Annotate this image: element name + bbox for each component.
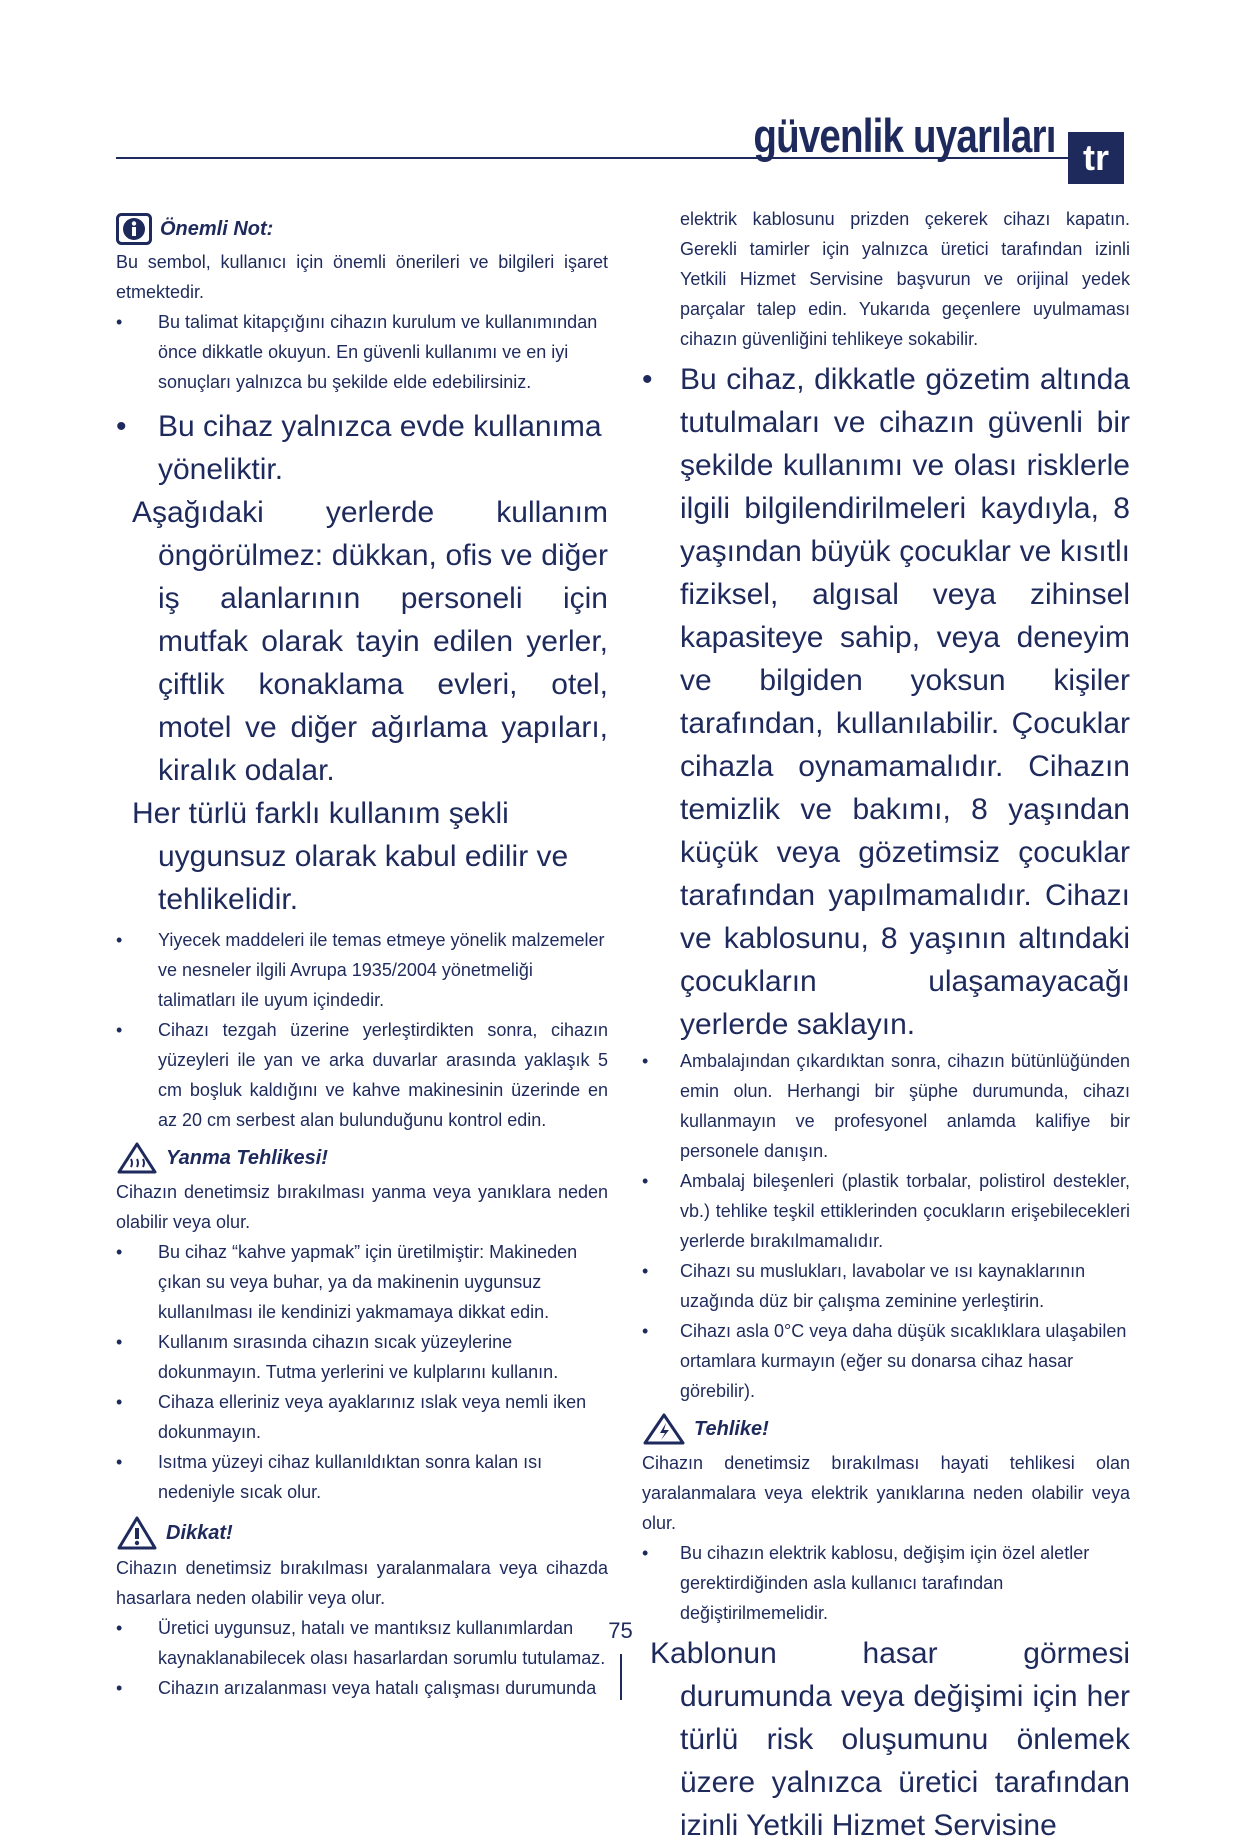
big-bullet-home-use: • Bu cihaz yalnızca evde kullanıma yöneliktir. xyxy=(116,405,608,491)
list-item: • Cihazı tezgah üzerine yerleştirdikten sonra, cihazın yüzeyleri ile yan ve arka duvarlar arasında yaklaşık 5 cm boşluk kaldığını ve kahve makinesinin üzerinde en az 20 cm serbest alan bulunduğunu kontrol edin. xyxy=(116,1015,608,1135)
big-paragraph-cable: Kablonun hasar görmesi durumunda veya değişimi için her türlü risk oluşumunu önlemek üzere yalnızca üretici tarafından izinli Yetkili Hizmet Servisine xyxy=(650,1637,1130,1842)
list-item: • Cihazın arızalanması veya hatalı çalışması durumunda xyxy=(116,1673,608,1703)
note-text: Bu sembol, kullanıcı için önemli önerileri ve bilgileri işaret etmektedir. xyxy=(116,252,608,302)
caution-warning-icon xyxy=(116,1515,158,1551)
list-item: • Bu cihazın elektrik kablosu, değişim için özel aletler gerektirdiğinden asla kullanıcı tarafından değiştirilmemelidir. xyxy=(642,1538,1130,1628)
danger-heading-row xyxy=(642,1412,1130,1446)
list-item: • Cihaza elleriniz veya ayaklarınız ıslak veya nemli iken dokunmayın. xyxy=(116,1387,608,1447)
list-item: • Yiyecek maddeleri ile temas etmeye yönelik malzemeler ve nesneler ilgili Avrupa 1935/2004 yönetmeliği talimatları ile uyum içindedir. xyxy=(116,925,608,1015)
caution-text: Cihazın denetimsiz bırakılması yaralanmalara veya cihazda hasarlara neden olabilir veya olur. xyxy=(116,1558,608,1608)
burn-heading: Yanma Tehlikesi! xyxy=(166,1146,328,1169)
language-badge: tr xyxy=(1068,132,1124,184)
caution-heading-row xyxy=(116,1515,608,1551)
list-item: • Ambalaj bileşenleri (plastik torbalar, polistirol destekler, vb.) tehlike teşkil ettiklerinden çocukların erişebilecekleri yerlerde bırakılmamalıdır. xyxy=(642,1166,1130,1256)
burn-heading-row xyxy=(116,1141,608,1175)
note-heading-row xyxy=(116,213,608,245)
burn-text: Cihazın denetimsiz bırakılması yanma veya yanıklara neden olabilir veya olur. xyxy=(116,1182,608,1232)
big-paragraph-misuse: Her türlü farklı kullanım şekli uygunsuz olarak kabul edilir ve tehlikelidir. xyxy=(132,797,569,916)
list-item: • Kullanım sırasında cihazın sıcak yüzeylerine dokunmayın. Tutma yerlerini ve kulplarını kullanın. xyxy=(116,1327,608,1387)
left-column xyxy=(116,205,608,1703)
list-item: • Cihazı su muslukları, lavabolar ve ısı kaynaklarının uzağında düz bir çalışma zeminine yerleştirin. xyxy=(642,1256,1130,1316)
right-column xyxy=(642,204,1130,1847)
page-title: güvenlik uyarıları xyxy=(753,109,1056,162)
caution-heading: Dikkat! xyxy=(166,1521,233,1544)
big-paragraph-locations: Aşağıdaki yerlerde kullanım öngörülmez: dükkan, ofis ve diğer iş alanlarının personeli için mutfak olarak tayin edilen yerler, çiftlik konaklama evleri, otel, motel ve diğer ağırlama yapıları, kiralık odalar. xyxy=(132,496,608,787)
big-bullet-children: • Bu cihaz, dikkatle gözetim altında tutulmaları ve cihazın güvenli bir şekilde kullanımı ve olası risklerle ilgili bilgilendirilmeleri kaydıyla, 8 yaşından büyük çocuklar ve kısıtlı fiziksel, algısal veya zihinsel kapasiteye sahip, veya deneyim ve bilgiden yoksun kişiler tarafından, kullanılabilir. Çocuklar cihazla oynamamalıdır. Cihazın temizlik ve bakımı, 8 yaşından küçük veya gözetimsiz çocuklar tarafından yapılmamalıdır. Cihazı ve kablosunu, 8 yaşının altındaki çocukların ulaşamayacağı yerlerde saklayın. xyxy=(642,358,1130,1046)
list-item: • Isıtma yüzeyi cihaz kullanıldıktan sonra kalan ısı nedeniyle sıcak olur. xyxy=(116,1447,608,1507)
note-heading: Önemli Not: xyxy=(160,217,274,240)
continued-paragraph: elektrik kablosunu prizden çekerek cihazı kapatın. Gerekli tamirler için yalnızca üretici tarafından izinli Yetkili Hizmet Servisine başvurun ve orijinal yedek parçalar talep edin. Yukarıda geçenlere uyulmaması cihazın güvenliğini tehlikeye sokabilir. xyxy=(680,209,1130,349)
page-number: 75 xyxy=(608,1618,633,1643)
note-bullet: • Bu talimat kitapçığını cihazın kurulum ve kullanımından önce dikkatle okuyun. En güvenli kullanımı ve en iyi sonuçları yalnızca bu şekilde elde edebilirsiniz. xyxy=(116,307,608,397)
info-icon xyxy=(116,213,152,245)
danger-text: Cihazın denetimsiz bırakılması hayati tehlikesi olan yaralanmalara veya elektrik yanıklarına neden olabilir veya olur. xyxy=(642,1453,1130,1533)
list-item: • Cihazı asla 0°C veya daha düşük sıcaklıklara ulaşabilen ortamlara kurmayın (eğer su donarsa cihaz hasar görebilir). xyxy=(642,1316,1130,1406)
danger-heading: Tehlike! xyxy=(694,1417,769,1440)
list-item: • Üretici uygunsuz, hatalı ve mantıksız kullanımlardan kaynaklanabilecek olası hasarlardan sorumlu tutulamaz. xyxy=(116,1613,608,1673)
list-item: • Bu cihaz “kahve yapmak” için üretilmiştir: Makineden çıkan su veya buhar, ya da makinenin uygunsuz kullanılması ile kendinizi yakmamaya dikkat edin. xyxy=(116,1237,608,1327)
footer-rule xyxy=(620,1654,622,1700)
hot-surface-warning-icon xyxy=(116,1141,158,1175)
list-item: • Ambalajından çıkardıktan sonra, cihazın bütünlüğünden emin olun. Herhangi bir şüphe durumunda, cihazı kullanmayın ve profesyonel anlamda kalifiye bir personele danışın. xyxy=(642,1046,1130,1166)
electric-hazard-icon xyxy=(642,1412,686,1446)
